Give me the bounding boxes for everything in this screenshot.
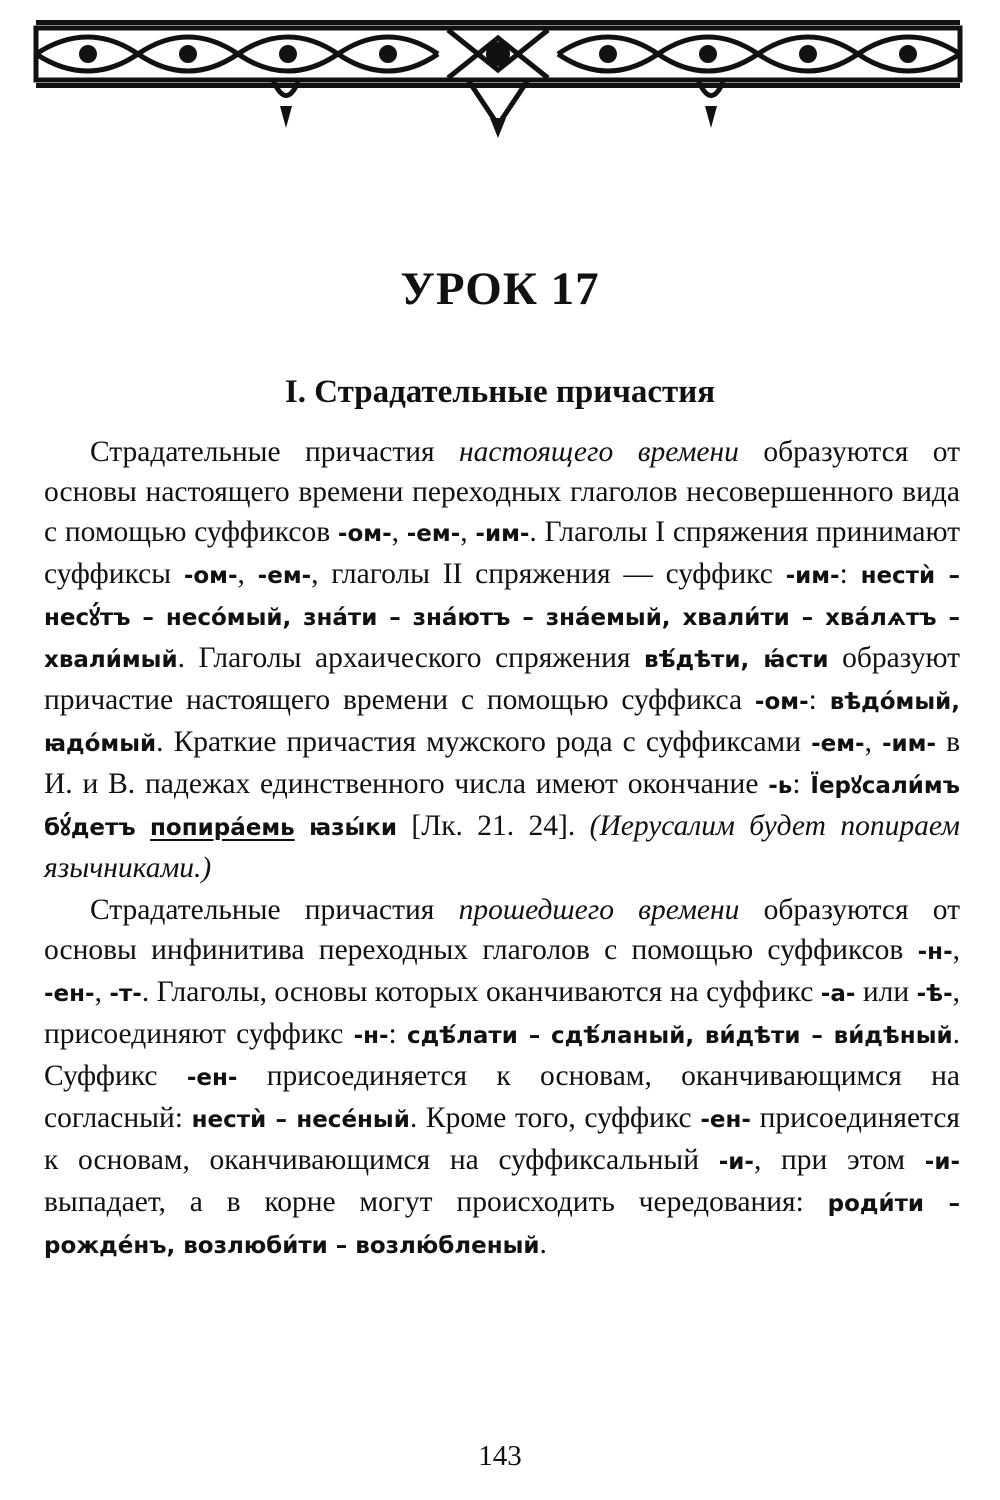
text-run: , xyxy=(391,516,407,548)
slavonic-example: -ѣ- xyxy=(916,981,953,1007)
slavonic-example: -им- xyxy=(785,563,840,589)
paragraph xyxy=(44,890,960,1266)
text-run: Страдательные причастия xyxy=(90,894,459,926)
slavonic-example: -и- xyxy=(924,1149,960,1175)
slavonic-example: вѣдо́мый, ꙗдо́мый xyxy=(44,689,960,757)
text-run: в И. и В. падежах единственного числа имеют окончание xyxy=(44,726,961,800)
page-number: 143 xyxy=(478,1440,522,1472)
slavonic-example: -ен- xyxy=(44,981,95,1007)
text-run: , xyxy=(460,516,476,548)
slavonic-example: вѣ́дѣти, ꙗ́сти xyxy=(644,647,829,673)
slavonic-example: Їерꙋсали́мъ бꙋ́детъ xyxy=(44,773,960,841)
text-run: : xyxy=(839,558,861,590)
text-run: образуют причастие настоящего времени с помощью суффикса xyxy=(44,642,960,716)
slavonic-example-underlined: попира́емь xyxy=(150,815,295,841)
text-run: : xyxy=(388,1018,407,1050)
body-text xyxy=(44,432,960,1266)
text-run: , присоединяют суффикс xyxy=(44,976,961,1050)
text-run: , глаголы II спряжения — суффикс xyxy=(311,558,786,590)
slavonic-example: ꙗзы́ки xyxy=(309,815,397,841)
text-run: , xyxy=(237,558,258,590)
slavonic-example: нестѝ – несꙋ́тъ – несо́мый, зна́ти – зна́ютъ – зна́емый, хвали́ти – хва́лѧтъ – хвали́мый xyxy=(44,563,961,673)
text-run: , при этом xyxy=(753,1144,925,1176)
text-run: или xyxy=(855,976,917,1008)
text-run: . xyxy=(539,1228,547,1260)
text-run: , xyxy=(94,976,110,1008)
text-run: . Краткие причастия мужского рода с суффиксами xyxy=(156,726,812,758)
italic-text: прошедшего времени xyxy=(458,894,740,926)
slavonic-example: -т- xyxy=(109,981,142,1007)
slavonic-example: -ом- xyxy=(183,563,238,589)
slavonic-example: -а- xyxy=(820,981,856,1007)
section-heading: I. Страдательные причастия xyxy=(284,374,716,410)
text-run: , xyxy=(864,726,882,758)
slavonic-example: -и- xyxy=(718,1149,754,1175)
text-run: , xyxy=(952,934,960,966)
text-run xyxy=(295,810,309,842)
text-run: присоединяется к основам, оканчивающимся на суффиксальный xyxy=(44,1102,960,1176)
paragraph xyxy=(44,432,960,888)
slavonic-example: -н- xyxy=(917,939,953,965)
text-run: образуются от основы инфинитива переходных глаголов с помощью суффиксов xyxy=(44,894,960,966)
text-run: . Суффикс xyxy=(44,1018,960,1092)
slavonic-example: -ем- xyxy=(811,731,865,757)
slavonic-example: роди́ти – рожде́нъ, возлюби́ти – возлю́бленый xyxy=(44,1191,960,1259)
lesson-title: УРОК 17 xyxy=(400,263,600,315)
text-run xyxy=(136,810,150,842)
slavonic-example: нестѝ – несе́ный xyxy=(191,1107,410,1133)
text-run: : xyxy=(808,684,830,716)
slavonic-example: -ен- xyxy=(186,1065,238,1091)
text-run: . Глаголы, основы которых оканчиваются на суффикс xyxy=(141,976,821,1008)
text-run: . Глаголы архаического спряжения xyxy=(177,642,645,674)
text-run: присоединяется к основам, оканчивающимся на согласный: xyxy=(44,1060,960,1134)
ornament-header-icon xyxy=(28,10,968,145)
italic-text: настоящего времени xyxy=(459,436,739,468)
slavonic-example: сдѣ́лати – сдѣ́ланый, ви́дѣти – ви́дѣный xyxy=(406,1023,953,1049)
slavonic-example: -им- xyxy=(882,731,937,757)
text-run: . Кроме того, суффикс xyxy=(409,1102,701,1134)
slavonic-example: -н- xyxy=(353,1023,389,1049)
slavonic-example: -ом- xyxy=(337,521,392,547)
slavonic-example: -ем- xyxy=(406,521,461,547)
slavonic-example: -им- xyxy=(475,521,530,547)
text-run: : xyxy=(792,768,811,800)
slavonic-example: -ом- xyxy=(754,689,809,715)
slavonic-example: -ь xyxy=(768,773,793,799)
text-run: образуются от основы настоящего времени переходных глаголов несовершенного вида с помощью суффиксов xyxy=(44,436,960,548)
slavonic-example: -ем- xyxy=(257,563,312,589)
text-run: выпадает, а в корне могут происходить чередования: xyxy=(44,1186,828,1218)
text-run: . Глаголы I спряжения принимают суффиксы xyxy=(44,516,961,590)
text-run: [Лк. 21. 24]. xyxy=(397,810,590,842)
italic-text: (Иерусалим будет попираем язычниками.) xyxy=(44,810,961,884)
slavonic-example: -ен- xyxy=(700,1107,751,1133)
text-run: Страдательные причастия xyxy=(90,436,460,468)
